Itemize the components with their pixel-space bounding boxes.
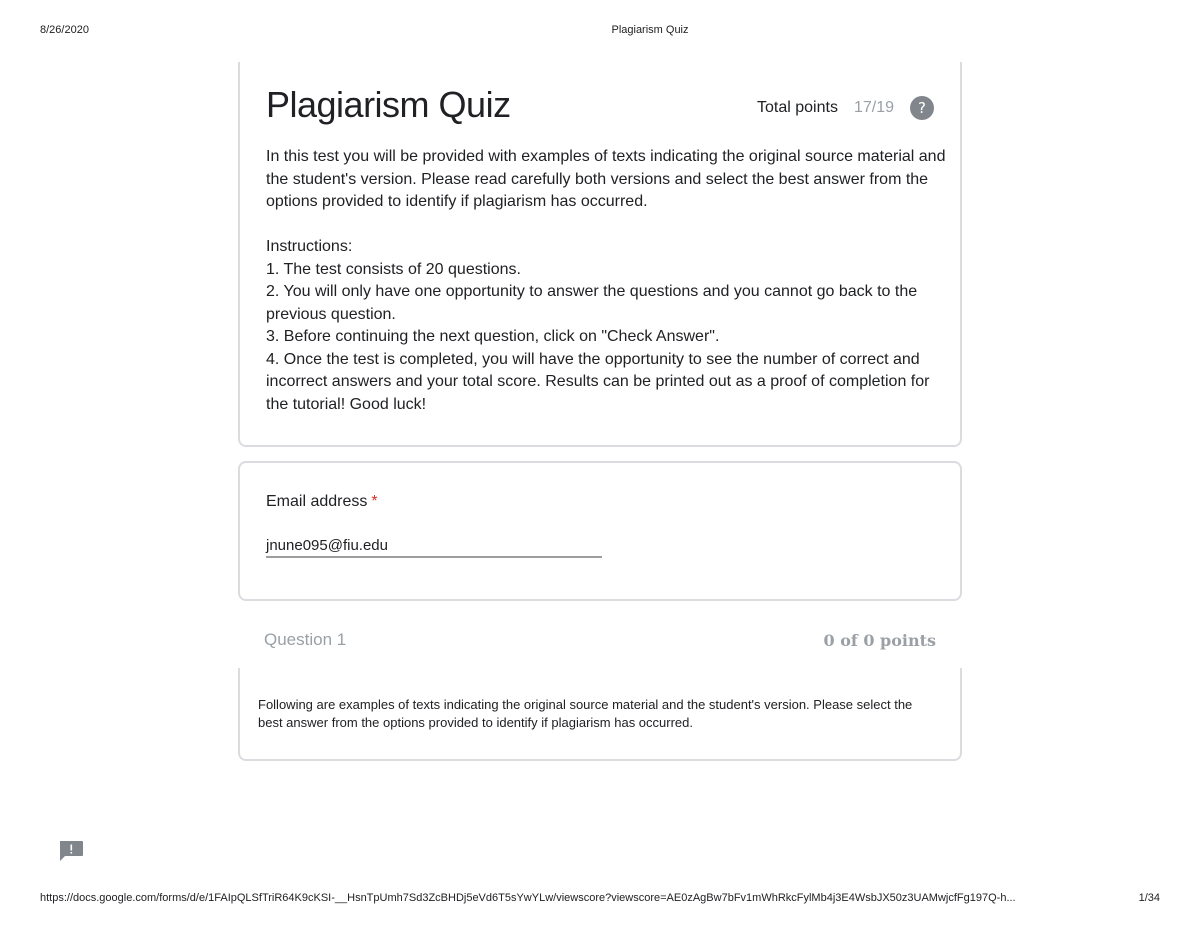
email-field[interactable]: jnune095@fiu.edu <box>266 537 602 558</box>
print-page-number: 1/34 <box>1138 892 1160 904</box>
email-label <box>266 493 378 511</box>
quiz-description <box>266 146 946 416</box>
email-card <box>238 461 962 601</box>
instruction-item: 3. Before continuing the next question, click on "Check Answer". <box>266 328 720 345</box>
print-title: Plagiarism Quiz <box>611 24 689 36</box>
question-description: Following are examples of texts indicating the original source material and the student's version. Please select the best answer from the options provided to identify if plagiarism has occurred. <box>258 697 913 730</box>
description-intro: In this test you will be provided with examples of texts indicating the original source material and the student's version. Please read carefully both versions and select the best answer from the options provided to identify if plagiarism has occurred. <box>266 148 946 210</box>
question-header <box>264 630 936 650</box>
help-icon[interactable]: ? <box>910 96 934 120</box>
total-points-label: Total points <box>757 99 838 116</box>
instruction-item: 1. The test consists of 20 questions. <box>266 260 521 278</box>
total-points-value: 17/19 <box>853 99 894 116</box>
email-label-text: Email address <box>266 493 368 510</box>
total-points <box>757 96 934 120</box>
instruction-item: 4. Once the test is completed, you will have the opportunity to see the number of correct and incorrect answers and your total score. Results can be printed out as a proof of completion for the tutorial! Good luck! <box>266 350 930 413</box>
quiz-header-card <box>238 62 962 447</box>
required-marker: * <box>371 493 378 510</box>
instruction-item: 2. You will only have one opportunity to answer the questions and you cannot go back to the previous question. <box>266 283 918 323</box>
question-card <box>238 668 962 761</box>
question-title: Question 1 <box>264 630 347 649</box>
feedback-icon[interactable] <box>58 840 84 862</box>
quiz-title: Plagiarism Quiz <box>266 84 511 125</box>
print-date: 8/26/2020 <box>40 24 89 36</box>
question-points: 0 of 0 points <box>823 630 936 650</box>
print-url: https://docs.google.com/forms/d/e/1FAIpQLSfTriR64K9cKSI-__HsnTpUmh7Sd3ZcBHDj5eVd6T5sYwYLw/viewscore?viewscore=AE0zAgBw7bFv1mWhRkcFylMb4j3E4WsbJX50z3UAMwjcfFg197Q-h... <box>40 892 1016 904</box>
instructions-heading: Instructions: <box>266 238 353 255</box>
